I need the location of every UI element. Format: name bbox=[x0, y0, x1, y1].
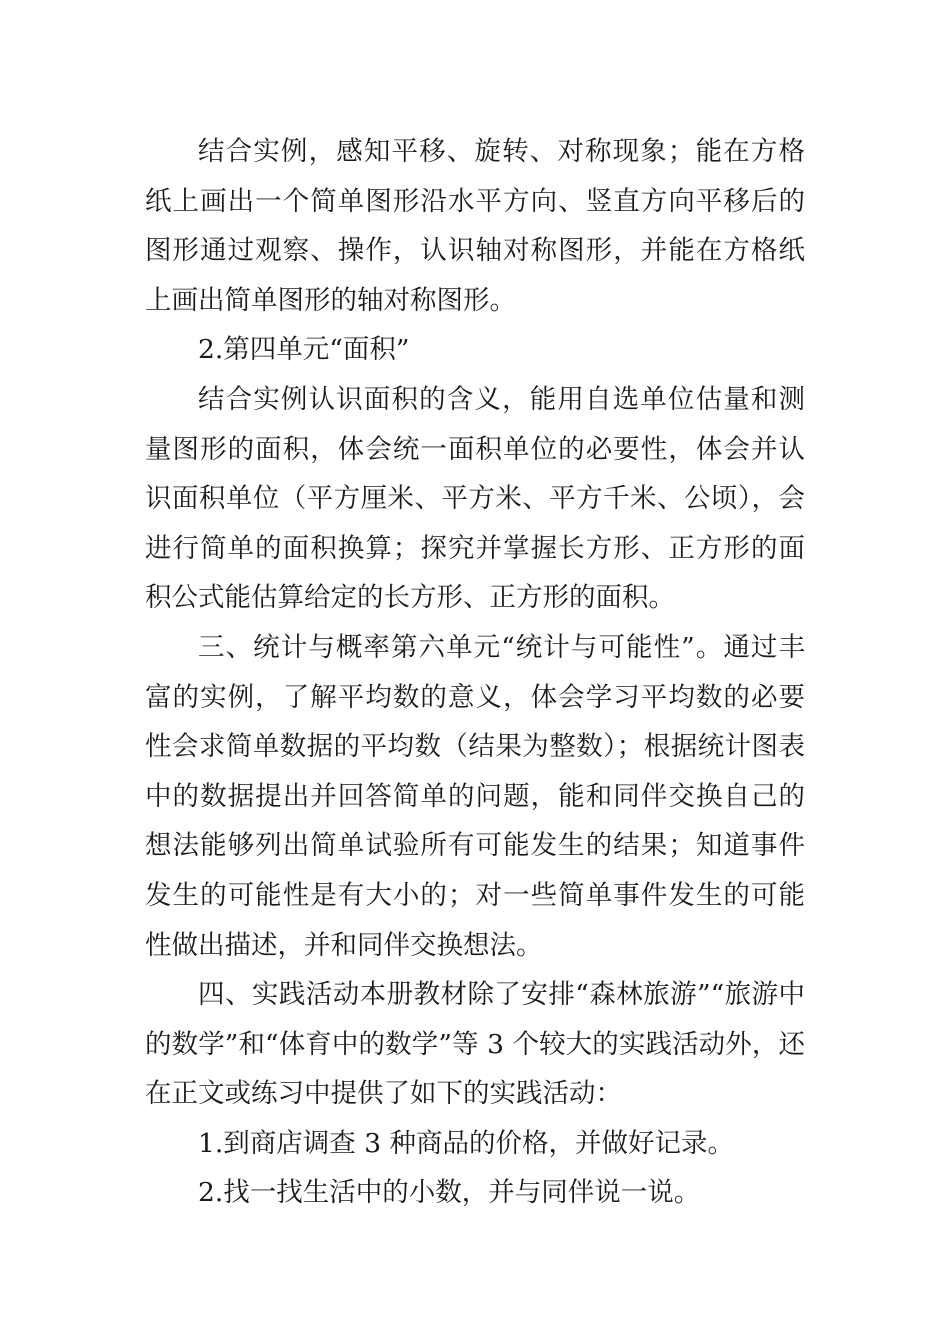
list-item-activity-1: 1.到商店调查 3 种商品的价格，并做好记录。 bbox=[198, 1127, 734, 1159]
paragraph-area: 结合实例认识面积的含义，能用自选单位估量和测量图形的面积，体会统一面积单位的必要性，体会并认识面积单位（平方厘米、平方米、平方千米、公顷），会进行简单的面积换算；探究并掌握长方形、正方形的面积公式能估算给定的长方形、正方形的面积。 bbox=[145, 383, 805, 614]
paragraph-symmetry: 结合实例，感知平移、旋转、对称现象；能在方格纸上画出一个简单图形沿水平方向、竖直方向平移后的图形通过观察、操作，认识轴对称图形，并能在方格纸上画出简单图形的轴对称图形。 bbox=[145, 136, 805, 316]
heading-unit-four-area: 2.第四单元“面积” bbox=[198, 334, 410, 366]
paragraph-statistics-probability: 三、统计与概率第六单元“统计与可能性”。通过丰富的实例，了解平均数的意义，体会学习平均数的必要性会求简单数据的平均数（结果为整数）；根据统计图表中的数据提出并回答简单的问题，能和同伴交换自己的想法能够列出简单试验所有可能发生的结果；知道事件发生的可能性是有大小的；对一些简单事件发生的可能性做出描述，并和同伴交换想法。 bbox=[145, 631, 805, 961]
document-body bbox=[145, 127, 805, 1218]
list-item-activity-2: 2.找一找生活中的小数，并与同伴说一说。 bbox=[198, 1177, 701, 1209]
paragraph-practice-activities: 四、实践活动本册教材除了安排“森林旅游”“旅游中的数学”和“体育中的数学”等 3 个较大的实践活动外，还在正文或练习中提供了如下的实践活动： bbox=[145, 979, 805, 1110]
